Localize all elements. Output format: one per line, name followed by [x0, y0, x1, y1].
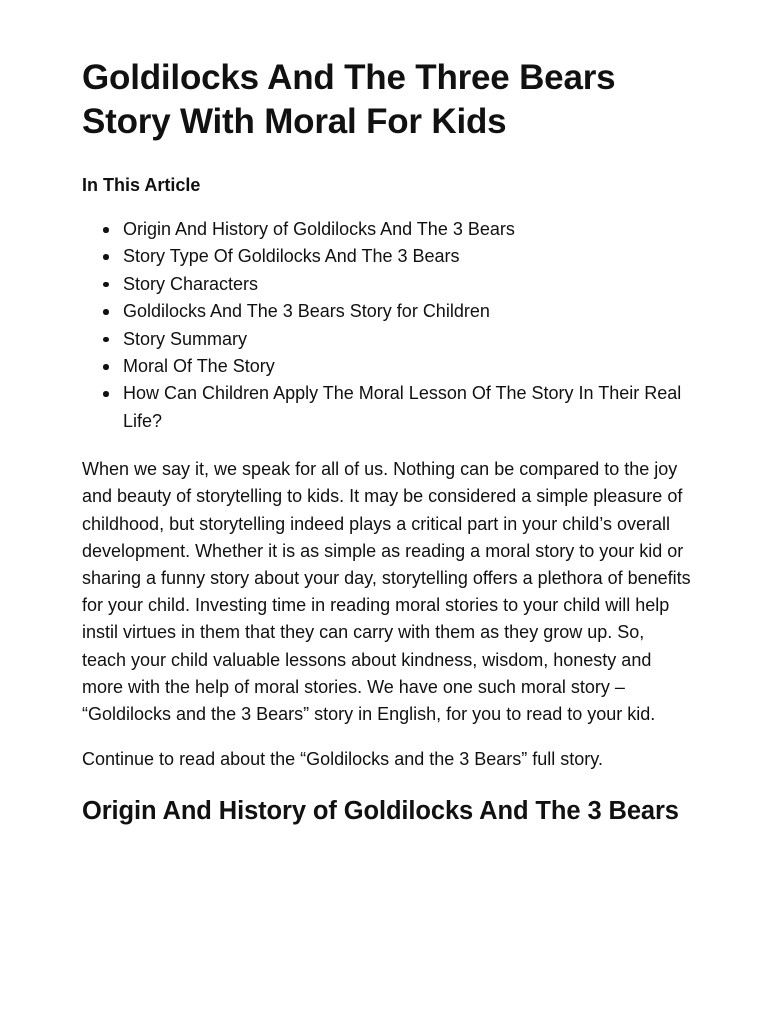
toc-item-moral[interactable]: Moral Of The Story [123, 353, 692, 380]
continue-paragraph: Continue to read about the “Goldilocks and the 3 Bears” full story. [82, 749, 603, 770]
toc-heading: In This Article [82, 175, 201, 195]
toc-item-story-for-children[interactable]: Goldilocks And The 3 Bears Story for Children [123, 298, 692, 325]
article [82, 56, 692, 825]
article-title: Goldilocks And The Three Bears Story With Moral For Kids [82, 58, 616, 141]
table-of-contents [82, 216, 692, 435]
toc-item-story-type[interactable]: Story Type Of Goldilocks And The 3 Bears [123, 243, 692, 270]
toc-item-characters[interactable]: Story Characters [123, 271, 692, 298]
intro-paragraph: When we say it, we speak for all of us. Nothing can be compared to the joy and beauty of storytelling to kids. It may be considered a simple pleasure of childhood, but storytelling indeed plays a critical part in your child’s overall development. Whether it is as simple as reading a moral story to your kid or sharing a funny story about your day, storytelling offers a plethora of benefits for your child. Investing time in reading moral stories to your child will help instil virtues in them that they can carry with them as they grow up. So, teach your child valuable lessons about kindness, wisdom, honesty and more with the help of moral stories. We have one such moral story – “Goldilocks and the 3 Bears” story in English, for you to read to your kid. [82, 459, 691, 725]
toc-item-summary[interactable]: Story Summary [123, 326, 692, 353]
section-heading-origin: Origin And History of Goldilocks And The 3 Bears [82, 797, 679, 826]
toc-item-origin[interactable]: Origin And History of Goldilocks And The 3 Bears [123, 216, 692, 243]
toc-item-apply-moral[interactable]: How Can Children Apply The Moral Lesson Of The Story In Their Real Life? [123, 380, 692, 435]
